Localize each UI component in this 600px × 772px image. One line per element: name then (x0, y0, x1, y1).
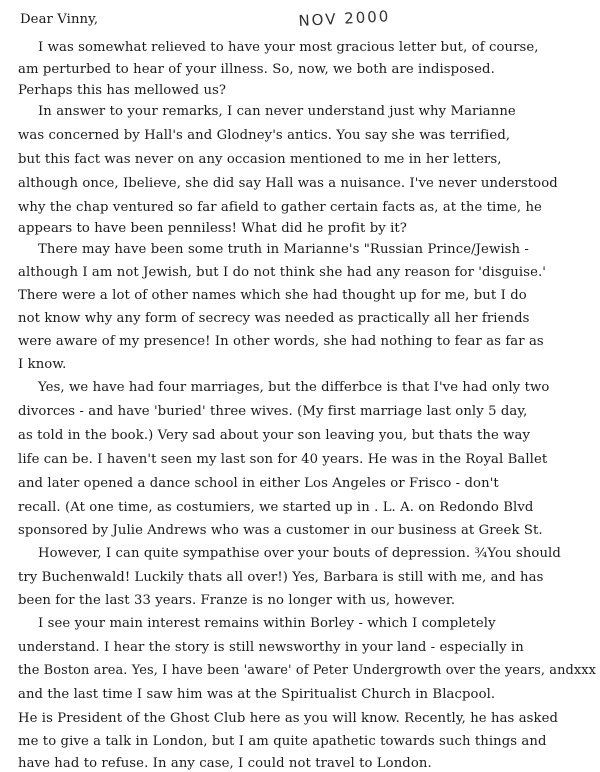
letter-line: Perhaps this has mellowed us? (18, 83, 227, 98)
letter-line: as told in the book.) Very sad about your son leaving you, but thats the way (18, 428, 531, 443)
letter-line: although once, Ibelieve, she did say Hall was a nuisance. I've never understood (18, 176, 558, 191)
letter-line: appears to have been penniless! What did he profit by it? (18, 221, 407, 236)
letter-line: but this fact was never on any occasion mentioned to me in her letters, (18, 152, 502, 167)
handwritten-date: NOV 2000 (298, 7, 391, 30)
letter-line: been for the last 33 years. Franze is no longer with us, however. (18, 593, 456, 608)
letter-line: I was somewhat relieved to have your most gracious letter but, of course, (38, 40, 539, 55)
letter-line: recall. (At one time, as costumiers, we started up in . L. A. on Redondo Blvd (18, 500, 534, 515)
letter-line: although I am not Jewish, but I do not think she had any reason for 'disguise.' (18, 265, 546, 280)
letter-line: try Buchenwald! Luckily thats all over!) Yes, Barbara is still with me, and has (18, 570, 544, 585)
letter-line: life can be. I haven't seen my last son for 40 years. He was in the Royal Ballet (18, 452, 548, 467)
letter-line: He is President of the Ghost Club here as you will know. Recently, he has asked (18, 711, 559, 726)
letter-line: was concerned by Hall's and Glodney's antics. You say she was terrified, (18, 128, 511, 143)
letter-line: sponsored by Julie Andrews who was a customer in our business at Greek St. (18, 523, 543, 538)
letter-line: However, I can quite sympathise over your bouts of depression. ¾You should (38, 546, 561, 561)
salutation: Dear Vinny, (20, 12, 99, 27)
letter-line: and later opened a dance school in either Los Angeles or Frisco - don't (18, 476, 499, 491)
letter-line: not know why any form of secrecy was needed as practically all her friends (18, 311, 530, 326)
letter-line: why the chap ventured so far afield to gather certain facts as, at the time, he (18, 200, 542, 215)
letter-line: divorces - and have 'buried' three wives. (My first marriage last only 5 day, (18, 404, 528, 419)
letter-line: were aware of my presence! In other words, she had nothing to fear as far as (18, 334, 544, 349)
letter-line: me to give a talk in London, but I am quite apathetic towards such things and (18, 734, 547, 749)
letter-line: and the last time I saw him was at the Spiritualist Church in Blacpool. (18, 687, 496, 702)
letter-line: Yes, we have had four marriages, but the differbce is that I've had only two (38, 380, 550, 395)
letter-line: There may have been some truth in Marianne's "Russian Prince/Jewish - (38, 242, 529, 257)
letter-line: In answer to your remarks, I can never understand just why Marianne (38, 104, 516, 119)
letter-line: There were a lot of other names which she had thought up for me, but I do (18, 288, 527, 303)
letter-line: I know. (18, 357, 67, 372)
letter-line: have had to refuse. In any case, I could not travel to London. (18, 756, 432, 771)
letter-line: I see your main interest remains within Borley - which I completely (38, 616, 496, 631)
letter-line: understand. I hear the story is still newsworthy in your land - especially in (18, 640, 524, 655)
letter-line: the Boston area. Yes, I have been 'aware' of Peter Undergrowth over the years, andxxx (18, 663, 597, 678)
letter-line: am perturbed to hear of your illness. So, now, we both are indisposed. (18, 62, 495, 77)
